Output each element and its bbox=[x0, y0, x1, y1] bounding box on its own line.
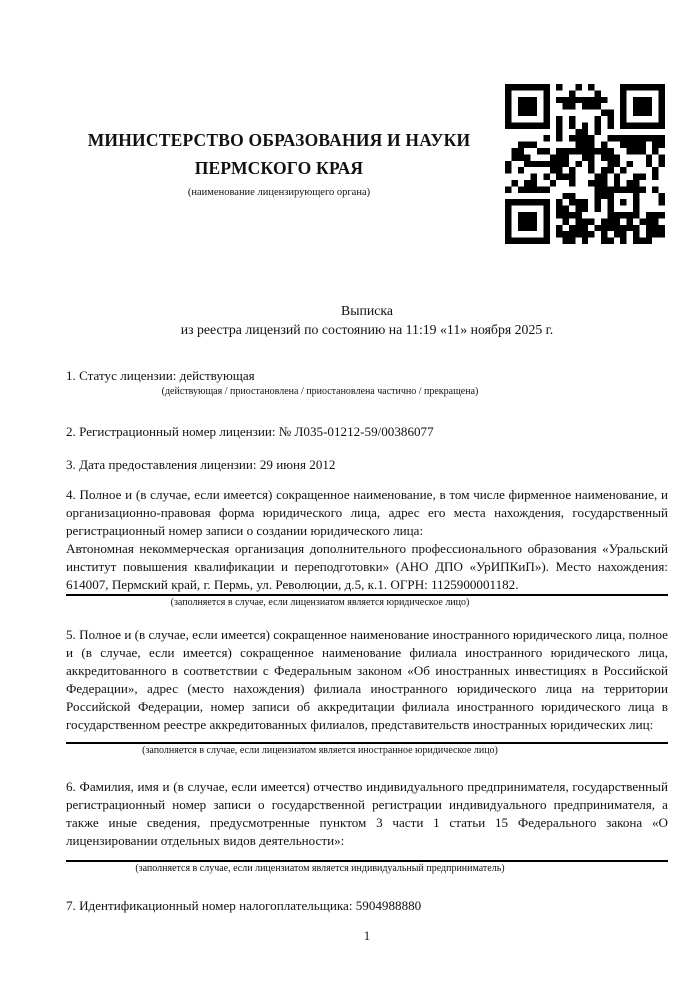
ministry-header bbox=[66, 126, 492, 199]
item-foreign-entity-info bbox=[66, 626, 668, 757]
item-legal-entity-info bbox=[66, 486, 668, 609]
item-caption: (действующая / приостановлена / приостановлена частично / прекращена) bbox=[161, 386, 479, 397]
qr-code-icon bbox=[505, 84, 665, 244]
item-text: 5. Полное и (в случае, если имеется) сокращенное наименование иностранного юридического лица, полное и (в случае, если имеется) сокращенное наименование филиала иностранного юридического лица, аккредитованного в соответствии с Федеральным законом «Об иностранных инвестициях в Российской Федерации», адрес (место нахождения) филиала иностранного юридического лица на территории Российской Федерации, номер записи об аккредитации филиала иностранного юридического лица в государственном реестре аккредитованных филиалов, представительств иностранных юридических лиц: bbox=[66, 627, 668, 732]
item-taxpayer-number bbox=[66, 897, 668, 915]
item-text: 4. Полное и (в случае, если имеется) сокращенное наименование, в том числе фирменное наименование, и организационно-правовая форма юридического лица, адрес его места нахождения, государственный регистрационный номер записи о создании юридического лица: bbox=[66, 487, 668, 538]
item-caption: (заполняется в случае, если лицензиатом является индивидуальный предприниматель) bbox=[135, 863, 505, 874]
item-license-status bbox=[66, 367, 668, 398]
item-caption: (заполняется в случае, если лицензиатом является юридическое лицо) bbox=[170, 597, 470, 608]
ministry-name-line1: МИНИСТЕРСТВО ОБРАЗОВАНИЯ И НАУКИ bbox=[87, 130, 471, 150]
item-text: 6. Фамилия, имя и (в случае, если имеется) отчество индивидуального предпринимателя, государственный регистрационный номер записи о государственной регистрации индивидуального предпринимателя, а также иные сведения, предусмотренные пунктом 3 части 1 статьи 15 Федерального закона «О лицензировании отдельных видов деятельности»: bbox=[66, 779, 668, 848]
item-text: 1. Статус лицензии: действующая bbox=[66, 368, 255, 383]
document-body bbox=[66, 367, 668, 915]
item-registration-number bbox=[66, 423, 668, 441]
item-value: Автономная некоммерческая организация дополнительного профессионального образования «Уральский институт повышения квалификации и переподготовки» (АНО ДПО «УрИПКиП»). Место нахождения: 614007, Пермский край, г. Пермь, ул. Революции, д.5, к.1. ОГРН: 1125900001182. bbox=[66, 541, 668, 592]
ministry-name-line2: ПЕРМСКОГО КРАЯ bbox=[194, 158, 364, 178]
document-title-line2: из реестра лицензий по состоянию на 11:19 «11» ноября 2025 г. bbox=[180, 321, 554, 337]
ministry-name-caption: (наименование лицензирующего органа) bbox=[187, 187, 371, 198]
document-title bbox=[66, 302, 668, 339]
item-entrepreneur-info bbox=[66, 778, 668, 875]
item-caption: (заполняется в случае, если лицензиатом является иностранное юридическое лицо) bbox=[142, 745, 498, 756]
item-text: 3. Дата предоставления лицензии: 29 июня 2012 bbox=[66, 457, 336, 472]
item-grant-date bbox=[66, 456, 668, 474]
item-text: 2. Регистрационный номер лицензии: № Л035-01212-59/00386077 bbox=[66, 424, 434, 439]
item-text: 7. Идентификационный номер налогоплательщика: 5904988880 bbox=[66, 898, 422, 913]
document-title-line1: Выписка bbox=[341, 303, 393, 318]
page-number: 1 bbox=[363, 929, 371, 943]
